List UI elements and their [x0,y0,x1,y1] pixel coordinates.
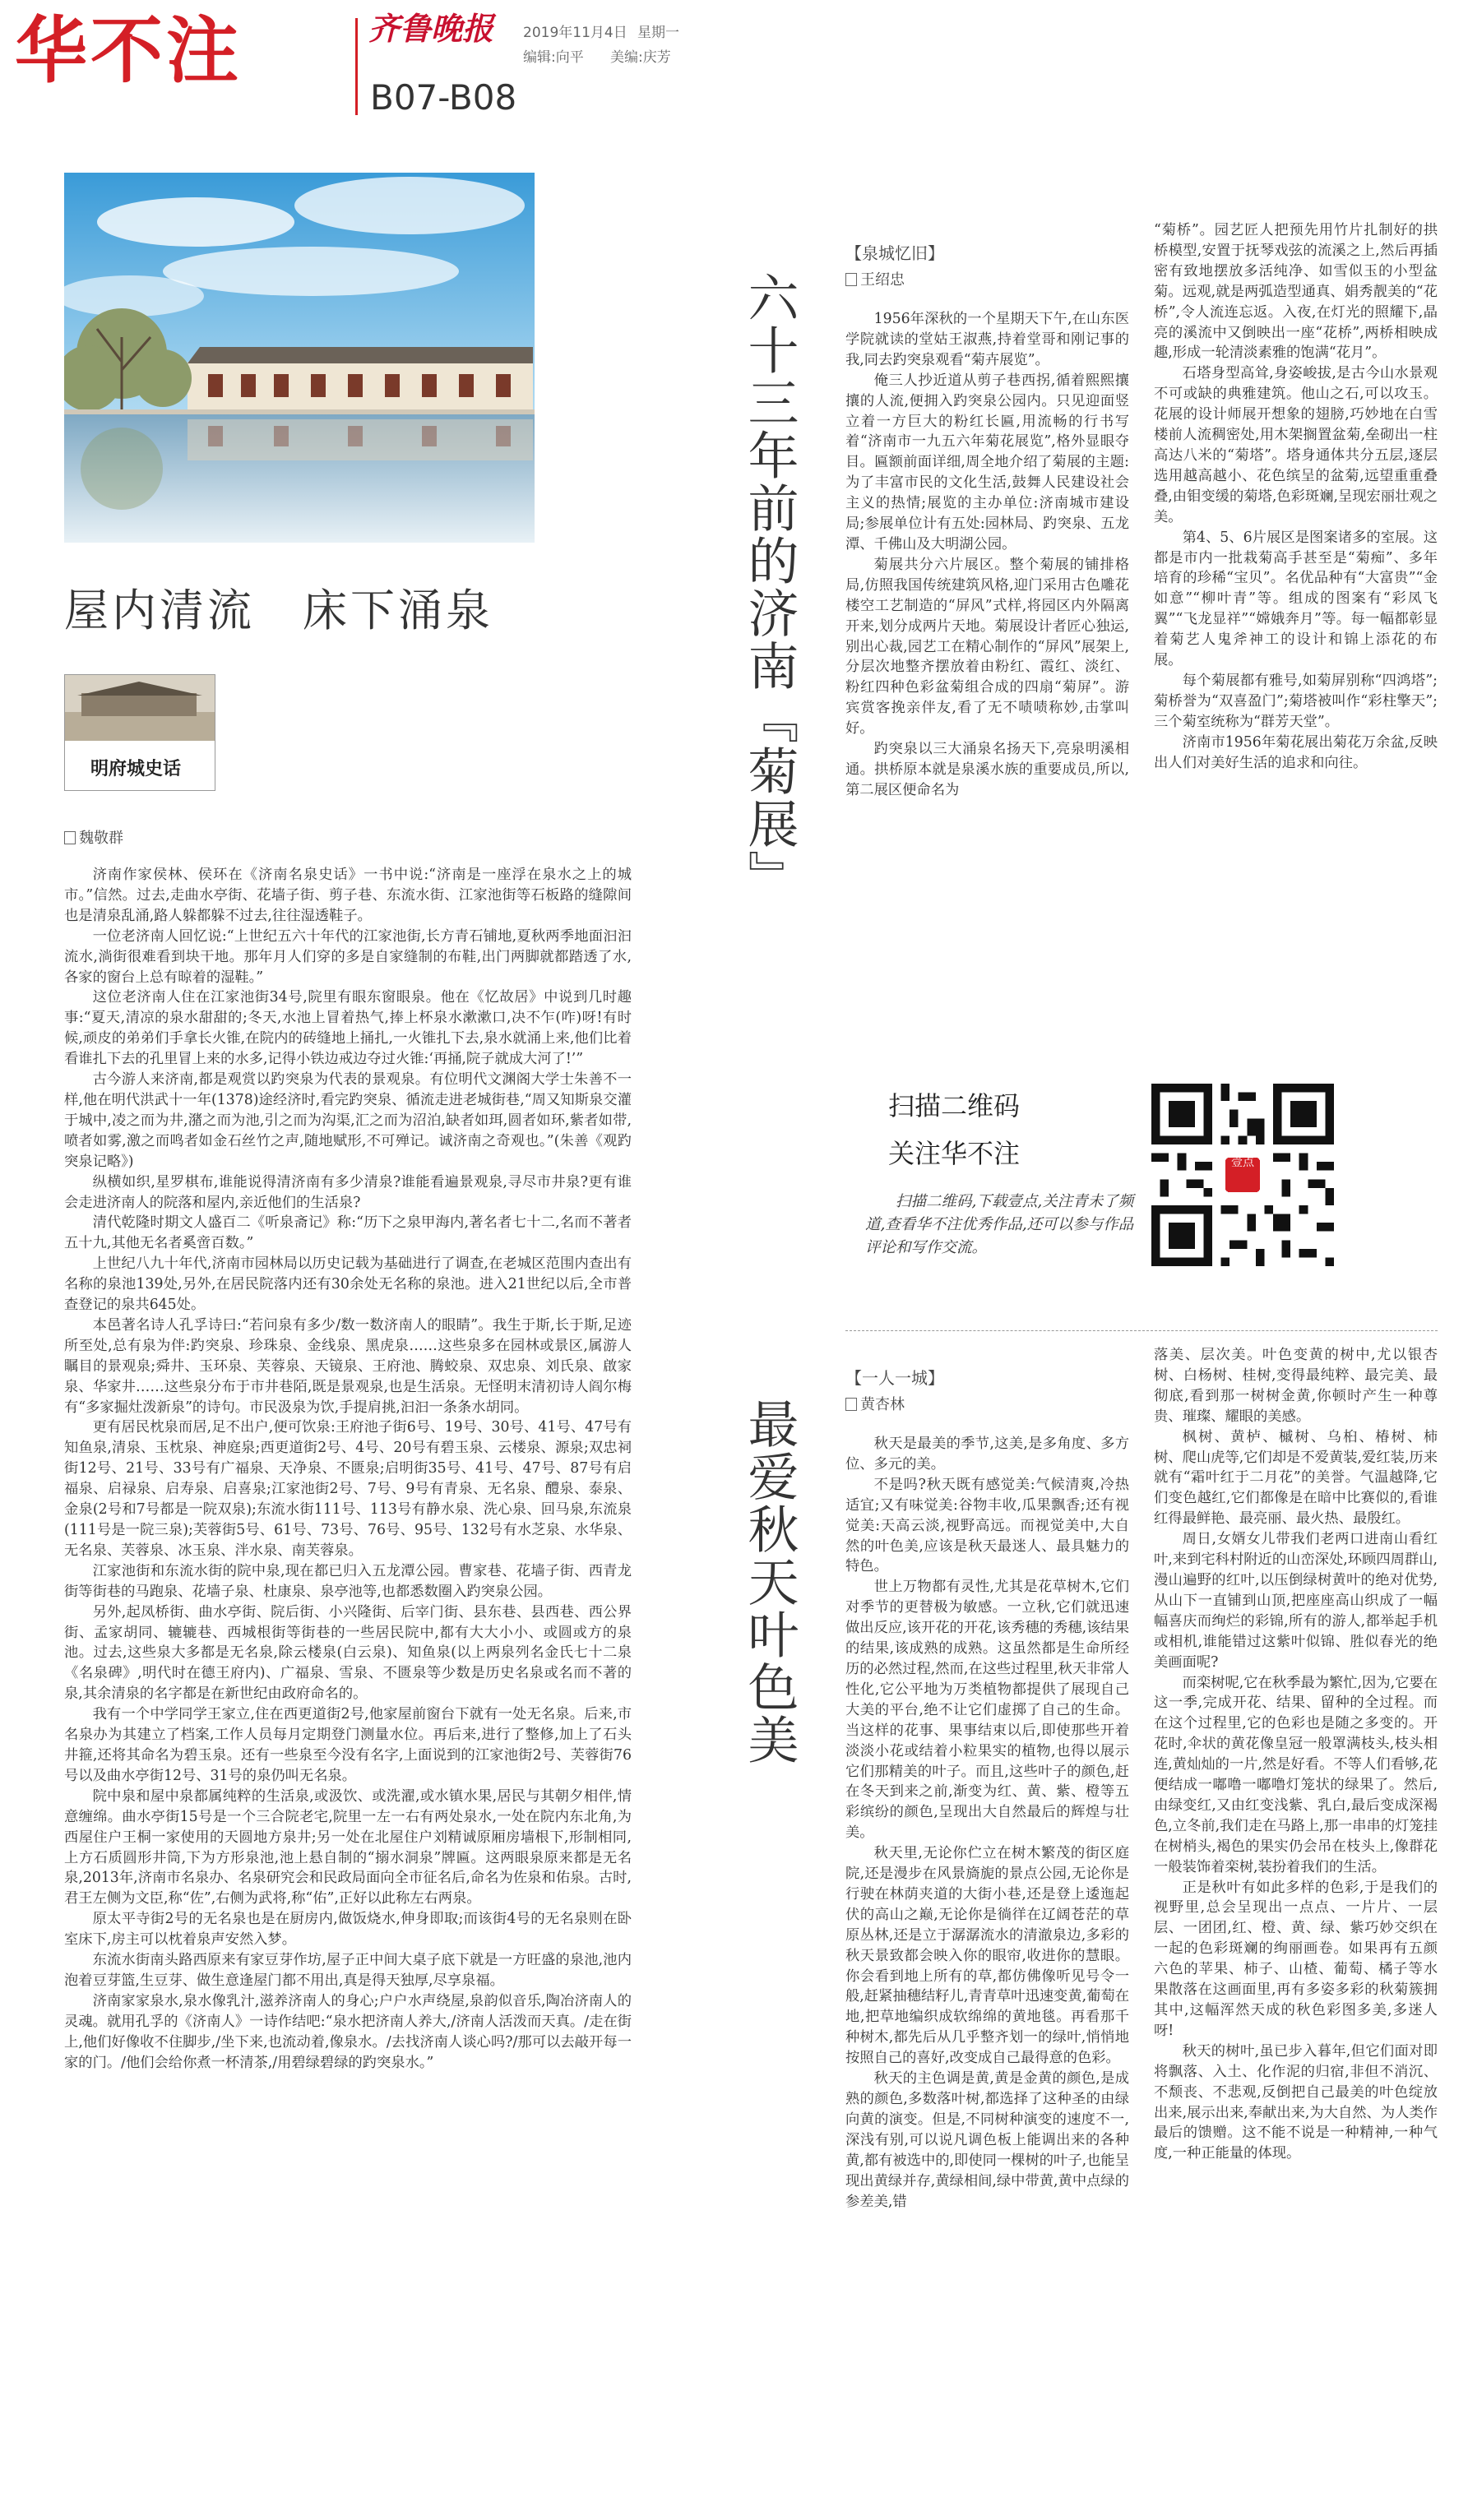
article3-paragraph: 周日,女婿女儿带我们老两口进南山看红叶,来到宅科村附近的山峦深处,环顾四周群山,漫山遍野的红叶,以压倒绿树黄叶的绝对优势,从山下一直铺到山顶,把座座高山织成了一幅幅喜庆而绚烂的彩锦,所有的游人,都举起手机或相机,谁能错过这紫叶似锦、胜似春光的绝美画面呢? [1154,1531,1438,1671]
article1-paragraph: 济南家家泉水,泉水像乳汁,滋养济南人的身心;户户水声绕屋,泉韵似音乐,陶冶济南人的灵魂。就用孔孚的《济南人》一诗作结吧:“泉水把济南人养大,/济南人活泼而天真。/走在街上,他们好像收不住脚步,/坐下来,也流动着,像泉水。/去找济南人谈心吗?/那可以去敲开每一家的门。/他们会给你煮一杯清茶,/用碧绿碧绿的趵突泉水。” [64,1992,632,2071]
article3-body-right [1154,1345,1438,2504]
article3-paragraph: 秋天的主色调是黄,黄是金黄的颜色,是成熟的颜色,多数落叶树,都选择了这种圣的由绿向黄的演变。但是,不同树种演变的速度不一,深浅有别,可以说凡调色板上能调出来的各种黄,都有被选中的,即使同一棵树的叶子,也能呈现出黄绿并存,黄绿相间,绿中带黄,黄中点绿的参差美,错 [845,2070,1129,2210]
old-town-waterside-photo [64,173,535,543]
article2-section-label: 泉城忆旧 [862,243,928,263]
article1-body [64,865,632,2501]
qr-code[interactable] [1151,1084,1334,1266]
article3-paragraph: 秋天里,无论你伫立在树木繁茂的街区庭院,还是漫步在风景旖旎的景点公园,无论你是行驶在林荫夹道的大街小巷,还是登上逶迤起伏的高山之巅,无论你是徜徉在辽阔苍茫的草原丛林,还是立于潺潺流水的清澈泉边,多彩的秋天景致都会映入你的眼帘,收进你的慧眼。你会看到地上所有的草,都仿佛像听见号令一般,赶紧抽穗结籽儿,青青草叶迅速变黄,葡萄在地,把草地编织成软绵绵的黄地毯。再看那千种树木,都先后从几乎整齐划一的绿叶,悄悄地按照自己的喜好,改变成自己最得意的色彩。 [845,1845,1129,2067]
article1-paragraph: 这位老济南人住在江家池街34号,院里有眼东窗眼泉。他在《忆故居》中说到几时趣事:“夏天,清凉的泉水甜甜的;冬天,水池上冒着热气,捧上杯泉水漱漱口,决不乍(咋)呀!有时候,顽皮的弟弟们手拿长火锥,在院内的砖缝地上捅扎,一火锥扎下去,泉水就涌上来,他们比着看谁扎下去的孔里冒上来的水多,记得小铁边戒边夺过火锥:‘再捅,院子就成大河了!’” [64,989,632,1068]
article2-body-left [845,309,1129,1024]
article2-paragraph: 趵突泉以三大涌泉名扬天下,亮泉明溪相通。拱桥原本就是泉溪水族的重要成员,所以,第二展区便命名为 [845,741,1129,798]
article2-section: 【泉城忆旧】 [845,243,944,263]
column-label: 明府城史话 [90,759,182,779]
editor-credit: 编辑:向平 [523,49,584,66]
article1-paragraph: 一位老济南人回忆说:“上世纪五六十年代的江家池街,长方青石铺地,夏秋两季地面汩汩流水,淌街很难看到块干地。那年月人们穿的多是自家缝制的布鞋,出门两脚就都踏透了水,各家的窗台上总有晾着的湿鞋。” [64,927,632,986]
article2-paragraph: 石塔身型高耸,身姿峻拔,是古今山水景观不可或缺的典雅建筑。他山之石,可以攻玉。花展的设计师展开想象的翅膀,巧妙地在白雪楼前人流稠密处,用木架搁置盆菊,垒砌出一柱高达八米的“菊塔”。塔身通体共分五层,逐层选用越高越小、花色缤呈的盆菊,远望重重叠叠,由钼变缓的菊塔,色彩斑斓,呈现宏丽壮观之美。 [1154,365,1438,525]
article3-body-left [845,1434,1129,2503]
article1-paragraph: 江家池街和东流水街的院中泉,现在都已归入五龙潭公园。曹家巷、花墙子街、西青龙街等街巷的马跑泉、花墙子泉、杜康泉、泉亭池等,也都悉数圈入趵突泉公园。 [64,1562,632,1600]
article2-paragraph: 俺三人抄近道从剪子巷西拐,循着熙熙攘攘的人流,便拥入趵突泉公园内。只见迎面竖立着一方巨大的粉红长匾,用流畅的行书写着“济南市一九五六年菊花展览”,格外显眼夺目。匾额前面详细,周全地介绍了菊展的主题:为了丰富市民的文化生活,鼓舞人民建设社会主义的热情;展览的主办单位:济南城市建设局;参展单位计有五处:园林局、趵突泉、五龙潭、千佛山及大明湖公园。 [845,372,1129,553]
qr-title-line1: 扫描二维码 [888,1090,1021,1121]
qr-title-line2: 关注华不注 [888,1138,1021,1169]
article3-author: 黄杏林 [845,1393,905,1414]
article2-paragraph: 菊展共分六片展区。整个菊展的铺排格局,仿照我国传统建筑风格,迎门采用古色雕花楼空工艺制造的“屏风”式样,将园区内外隔离开来,划分成两片天地。菊展设计者匠心独运,别出心裁,园艺工在精心制作的“屏风”展架上,分层次地整齐摆放着由粉红、霞红、淡红、粉红四种色彩盆菊组合成的四扇“菊屏”。游宾赏客挽亲伴友,看了无不啧啧称妙,击掌叫好。 [845,556,1129,738]
paper-name: 齐鲁晚报 [368,10,494,47]
article1-paragraph: 东流水街南头路西原来有家豆芽作坊,屋子正中间大桌子底下就是一方旺盛的泉池,池内泡着豆芽篮,生豆芽、做生意逢屋门都不用出,真是得天独厚,尽享泉福。 [64,1952,632,1989]
article2-title: 六十三年前的济南『菊展』 [739,271,799,903]
article1-paragraph: 古今游人来济南,都是观赏以趵突泉为代表的景观泉。有位明代文渊阁大学士朱善不一样,他在明代洪武十一年(1378)途经济时,看完趵突泉、循流走进老城街巷,“周又知斯泉交灌于城中,凌之而为井,潴之而为池,引之而为沟渠,汇之而为沼泊,缺者如珥,圆者如环,紫者如带,喷者如雾,激之而鸣者如金石丝竹之声,随地赋形,不可殚记。诚济南之奇观也。”(朱善《观趵突泉记略》) [64,1071,632,1170]
article1-paragraph: 本邑著名诗人孔孚诗曰:“若问泉有多少/数一数济南人的眼睛”。我生于斯,长于斯,足迹所至处,总有泉为伴:趵突泉、珍珠泉、金线泉、黑虎泉……这些泉多在园林或景区,属游人瞩目的景观泉;舜井、玉环泉、芙蓉泉、天镜泉、王府池、腾蛟泉、双忠泉、刘氏泉、啟家泉、华家井……这些泉分布于市井巷陌,既是景观泉,也是生活泉。无怪明末清初诗人阎尔梅有“多家掘灶泼新泉”的诗句。市民汲泉为饮,手提肩挑,汩汩一条条水胡同。 [64,1316,632,1416]
article3-paragraph: 秋天的树叶,虽已步入暮年,但它们面对即将飘落、入土、化作泥的归宿,非但不消沉、不颓丧、不悲观,反倒把自己最美的叶色绽放出来,展示出来,奉献出来,为大自然、为人类作最后的馈赠。这不能不说是一种精神,一种气度,一种正能量的体现。 [1154,2042,1438,2162]
article2-body-right [1154,220,1438,1034]
article2-paragraph: 济南市1956年菊花展出菊花万余盆,反映出人们对美好生活的追求和向往。 [1154,733,1438,771]
qr-code-icon [1151,1084,1334,1266]
article1-paragraph: 更有居民枕泉而居,足不出户,便可饮泉:王府池子街6号、19号、30号、41号、47号有知鱼泉,清泉、玉枕泉、神庭泉;西更道街2号、4号、20号有碧玉泉、云楼泉、源泉;双忠祠街12号、21号、33号有广福泉、天净泉、不匮泉;启明街35号、41号、47号、87号有启福泉、启禄泉、启寿泉、启喜泉;江家池街2号、7号、9号有青泉、无名泉、醴泉、泰泉、金泉(2号和7号都是一院双泉);东流水街111号、113号有静水泉、洗心泉、回马泉,东流泉(111号是一院三泉);芙蓉街5号、61号、73号、76号、95号、132号有水芝泉、水华泉、无名泉、芙蓉泉、冰玉泉、泮水泉、南芙蓉泉。 [64,1419,632,1559]
article2-paragraph: 第4、5、6片展区是图案诸多的室展。这都是市内一批栽菊高手甚至是“菊痴”、多年培育的珍稀“宝贝”。名优品种有“大富贵”“金如意”“柳叶青”等。组成的图案有“彩凤飞翼”“飞龙显祥”“嫦娥奔月”等。每一幅都彰显着菊艺人鬼斧神工的设计和锦上添花的布展。 [1154,529,1438,669]
article1-paragraph: 另外,起凤桥街、曲水亭街、院后街、小兴隆街、后宰门街、县东巷、县西巷、西公界街、孟家胡同、辘辘巷、西城根街等街巷的一些居民院中,都有大大小小、或圆或方的泉池。过去,这些泉大多都是无名泉,除云楼泉(白云泉)、知鱼泉(以上两泉列名金氏七十二泉《名泉碑》,明代时在德王府内)、广福泉、雪泉、不匮泉等少数是历史名泉或名而不著的泉,其余清泉的名字都是在新世纪由政府命名的。 [64,1603,632,1703]
designer-credit: 美编:庆芳 [610,49,671,66]
article3-section: 【一人一城】 [845,1368,944,1388]
lead-photo [64,173,535,543]
article3-paragraph: 秋天是最美的季节,这美,是多角度、多方位、多元的美。 [845,1436,1129,1473]
article3-paragraph: 落美、层次美。叶色变黄的树中,尤以银杏树、白杨树、桂树,变得最纯粹、最完美、最彻底,看到那一树树金黄,你顿时产生一种尊贵、璀璨、耀眼的美感。 [1154,1347,1438,1425]
issue-date: 2019年11月4日 [523,25,627,41]
article3-paragraph: 不是吗?秋天既有感觉美:气候清爽,冷热适宜;又有味觉美:谷物丰收,瓜果飘香;还有视觉美:天高云淡,视野高远。而视觉美中,大自然的叶色美,应该是秋天最迷人、最具魅力的特色。 [845,1476,1129,1575]
section-divider [845,1330,1438,1331]
article2-author: 王绍忠 [845,268,905,289]
article3-paragraph: 枫树、黄栌、槭树、乌桕、椿树、柿树、爬山虎等,它们却是不爱黄装,爱红装,历来就有“霜叶红于二月花”的美誉。气温越降,它们变色越红,它们都像是在暗中比赛似的,看谁红得最鲜艳、最亮丽、最火热、最殷红。 [1154,1428,1438,1528]
article1-author: 魏敬群 [64,826,123,848]
issue-weekday: 星期一 [637,25,679,41]
page-range: B07-B08 [370,77,517,118]
article1-paragraph: 济南作家侯林、侯环在《济南名泉史话》一书中说:“济南是一座浮在泉水之上的城市。”信然。过去,走曲水亭街、花墙子街、剪子巷、东流水街、江家池街等石板路的缝隙间也是清泉乱涌,路人躲都躲不过去,往往湿透鞋子。 [64,867,632,924]
article2-paragraph: “菊桥”。园艺匠人把预先用竹片扎制好的拱桥模型,安置于抚琴戏弦的流溪之上,然后再插密有致地摆放多活纯净、如雪似玉的小型盆菊。远观,就是两弧造型通真、娟秀靓美的“花桥”,令人流连忘返。入夜,在灯光的照耀下,晶亮的溪流中又倒映出一座“花桥”,两桥相映成趣,形成一轮清淡素雅的饱满“花月”。 [1154,222,1438,362]
article3-paragraph: 而栾树呢,它在秋季最为繁忙,因为,它要在这一季,完成开花、结果、留种的全过程。而在这个过程里,它的色彩也是随之多变的。开花时,伞状的黄花像皇冠一般罩满枝头,枝头相连,黄灿灿的一片,然是好看。不等人们看够,花便结成一嘟噜一嘟噜灯笼状的绿果了。然后,由绿变红,又由红变浅紫、乳白,最后变成深褐色,立冬前,我们走在马路上,那一串串的灯笼挂在树梢头,褐色的果实仍会吊在枝头上,像群花一般装饰着栾树,装扮着我们的生活。 [1154,1674,1438,1875]
article3-paragraph: 正是秋叶有如此多样的色彩,于是我们的视野里,总会呈现出一点点、一片片、一层层、一团团,红、橙、黄、绿、紫巧妙交织在一起的色彩斑斓的绚丽画卷。如果再有五颜六色的苹果、柿子、山楂、葡萄、橘子等水果散落在这画面里,再有多姿多彩的秋菊簇拥其中,这幅浑然天成的秋色彩图多美,多迷人呀! [1154,1879,1438,2039]
brand-title: 华不注 [15,8,243,93]
article2-paragraph: 1956年深秋的一个星期天下午,在山东医学院就读的堂姑王淑燕,持着堂哥和刚记事的我,同去趵突泉观看“菊卉展览”。 [845,311,1129,368]
header-divider [355,18,358,115]
qr-badge-label: 壹点 [1231,1156,1254,1169]
article3-section-label: 一人一城 [862,1368,928,1388]
article2-paragraph: 每个菊展都有雅号,如菊屏别称“四鸿塔”;菊桥誉为“双喜盈门”;菊塔被叫作“彩柱擎天”;三个菊室统称为“群芳天堂”。 [1154,672,1438,730]
column-badge-photo [65,675,215,741]
article1-paragraph: 院中泉和屋中泉都属纯粹的生活泉,或汲饮、或洗濯,或水镇水果,居民与其朝夕相伴,情意缠绵。曲水亭街15号是一个三合院老宅,院里一左一右有两处泉水,一处在院内东北角,为西屋住户王桐一家使用的天圆地方泉井;另一处在北屋住户刘精诚原厢房墙根下,形制相同,上方石质圆形井筒,下为方形泉池,池上悬自制的“搦水洞泉”牌匾。这两眼泉原来都是无名泉,2013年,济南市名泉办、名泉研究会和民政局面向全市征名后,命名为佐泉和佑泉。古时,君王左侧为文臣,称“佐”,右侧为武将,称“佑”,正好以此称左右两泉。 [64,1787,632,1907]
article1-paragraph: 纵横如织,星罗棋布,谁能说得清济南有多少清泉?谁能看遍景观泉,寻尽市井泉?更有谁会走进济南人的院落和屋内,亲近他们的生活泉? [64,1173,632,1211]
article1-paragraph: 清代乾隆时期文人盛百二《听泉斋记》称:“历下之泉甲海内,著名者七十二,名而不著者五十九,其他无名者奚啻百数。” [64,1214,632,1252]
article3-title: 最爱秋天叶色美 [739,1398,799,1766]
article1-paragraph: 我有一个中学同学王家立,住在西更道街2号,他家屋前窗台下就有一处无名泉。后来,市名泉办为其建立了档案,工作人员每月定期登门测量水位。再后来,进行了整修,加上了石头井箍,还将其命名为碧玉泉。还有一些泉至今没有名字,上面说到的江家池街2号、芙蓉街76号以及曲水亭街12号、31号的泉仍叫无名泉。 [64,1706,632,1784]
article3-paragraph: 世上万物都有灵性,尤其是花草树木,它们对季节的更替极为敏感。一立秋,它们就迅速做出反应,该开花的开花,该秀穗的秀穗,该结果的结果,该成熟的成熟。这虽然都是生命所经历的必然过程,然而,在这些过程里,秋天非常人性化,它公平地为万类植物都提供了展现自己大美的平台,绝不让它们虚掷了自己的生命。当这样的花事、果事结束以后,即使那些开着淡淡小花或结着小粒果实的植物,也得以展示它们那精美的叶子。而且,这些叶子的颜色,赶在冬天到来之前,渐变为红、黄、紫、橙等五彩缤纷的颜色,呈现出大自然最后的辉煌与壮美。 [845,1579,1129,1842]
article1-paragraph: 上世纪八九十年代,济南市园林局以历史记载为基础进行了调查,在老城区范围内查出有名称的泉池139处,另外,在居民院落内还有30余处无名称的泉池。进入21世纪以后,全市普查登记的泉共645处。 [64,1255,632,1314]
article1-paragraph: 原太平寺街2号的无名泉也是在厨房内,做饭烧水,伸身即取;而该街4号的无名泉则在卧室床下,房主可以枕着泉声安然入梦。 [64,1911,632,1949]
qr-description: 扫描二维码,下载壹点,关注青未了频道,查看华不注优秀作品,还可以参与作品评论和写作交流。 [865,1193,1134,1256]
article1-title: 屋内清流 床下涌泉 [64,585,493,636]
